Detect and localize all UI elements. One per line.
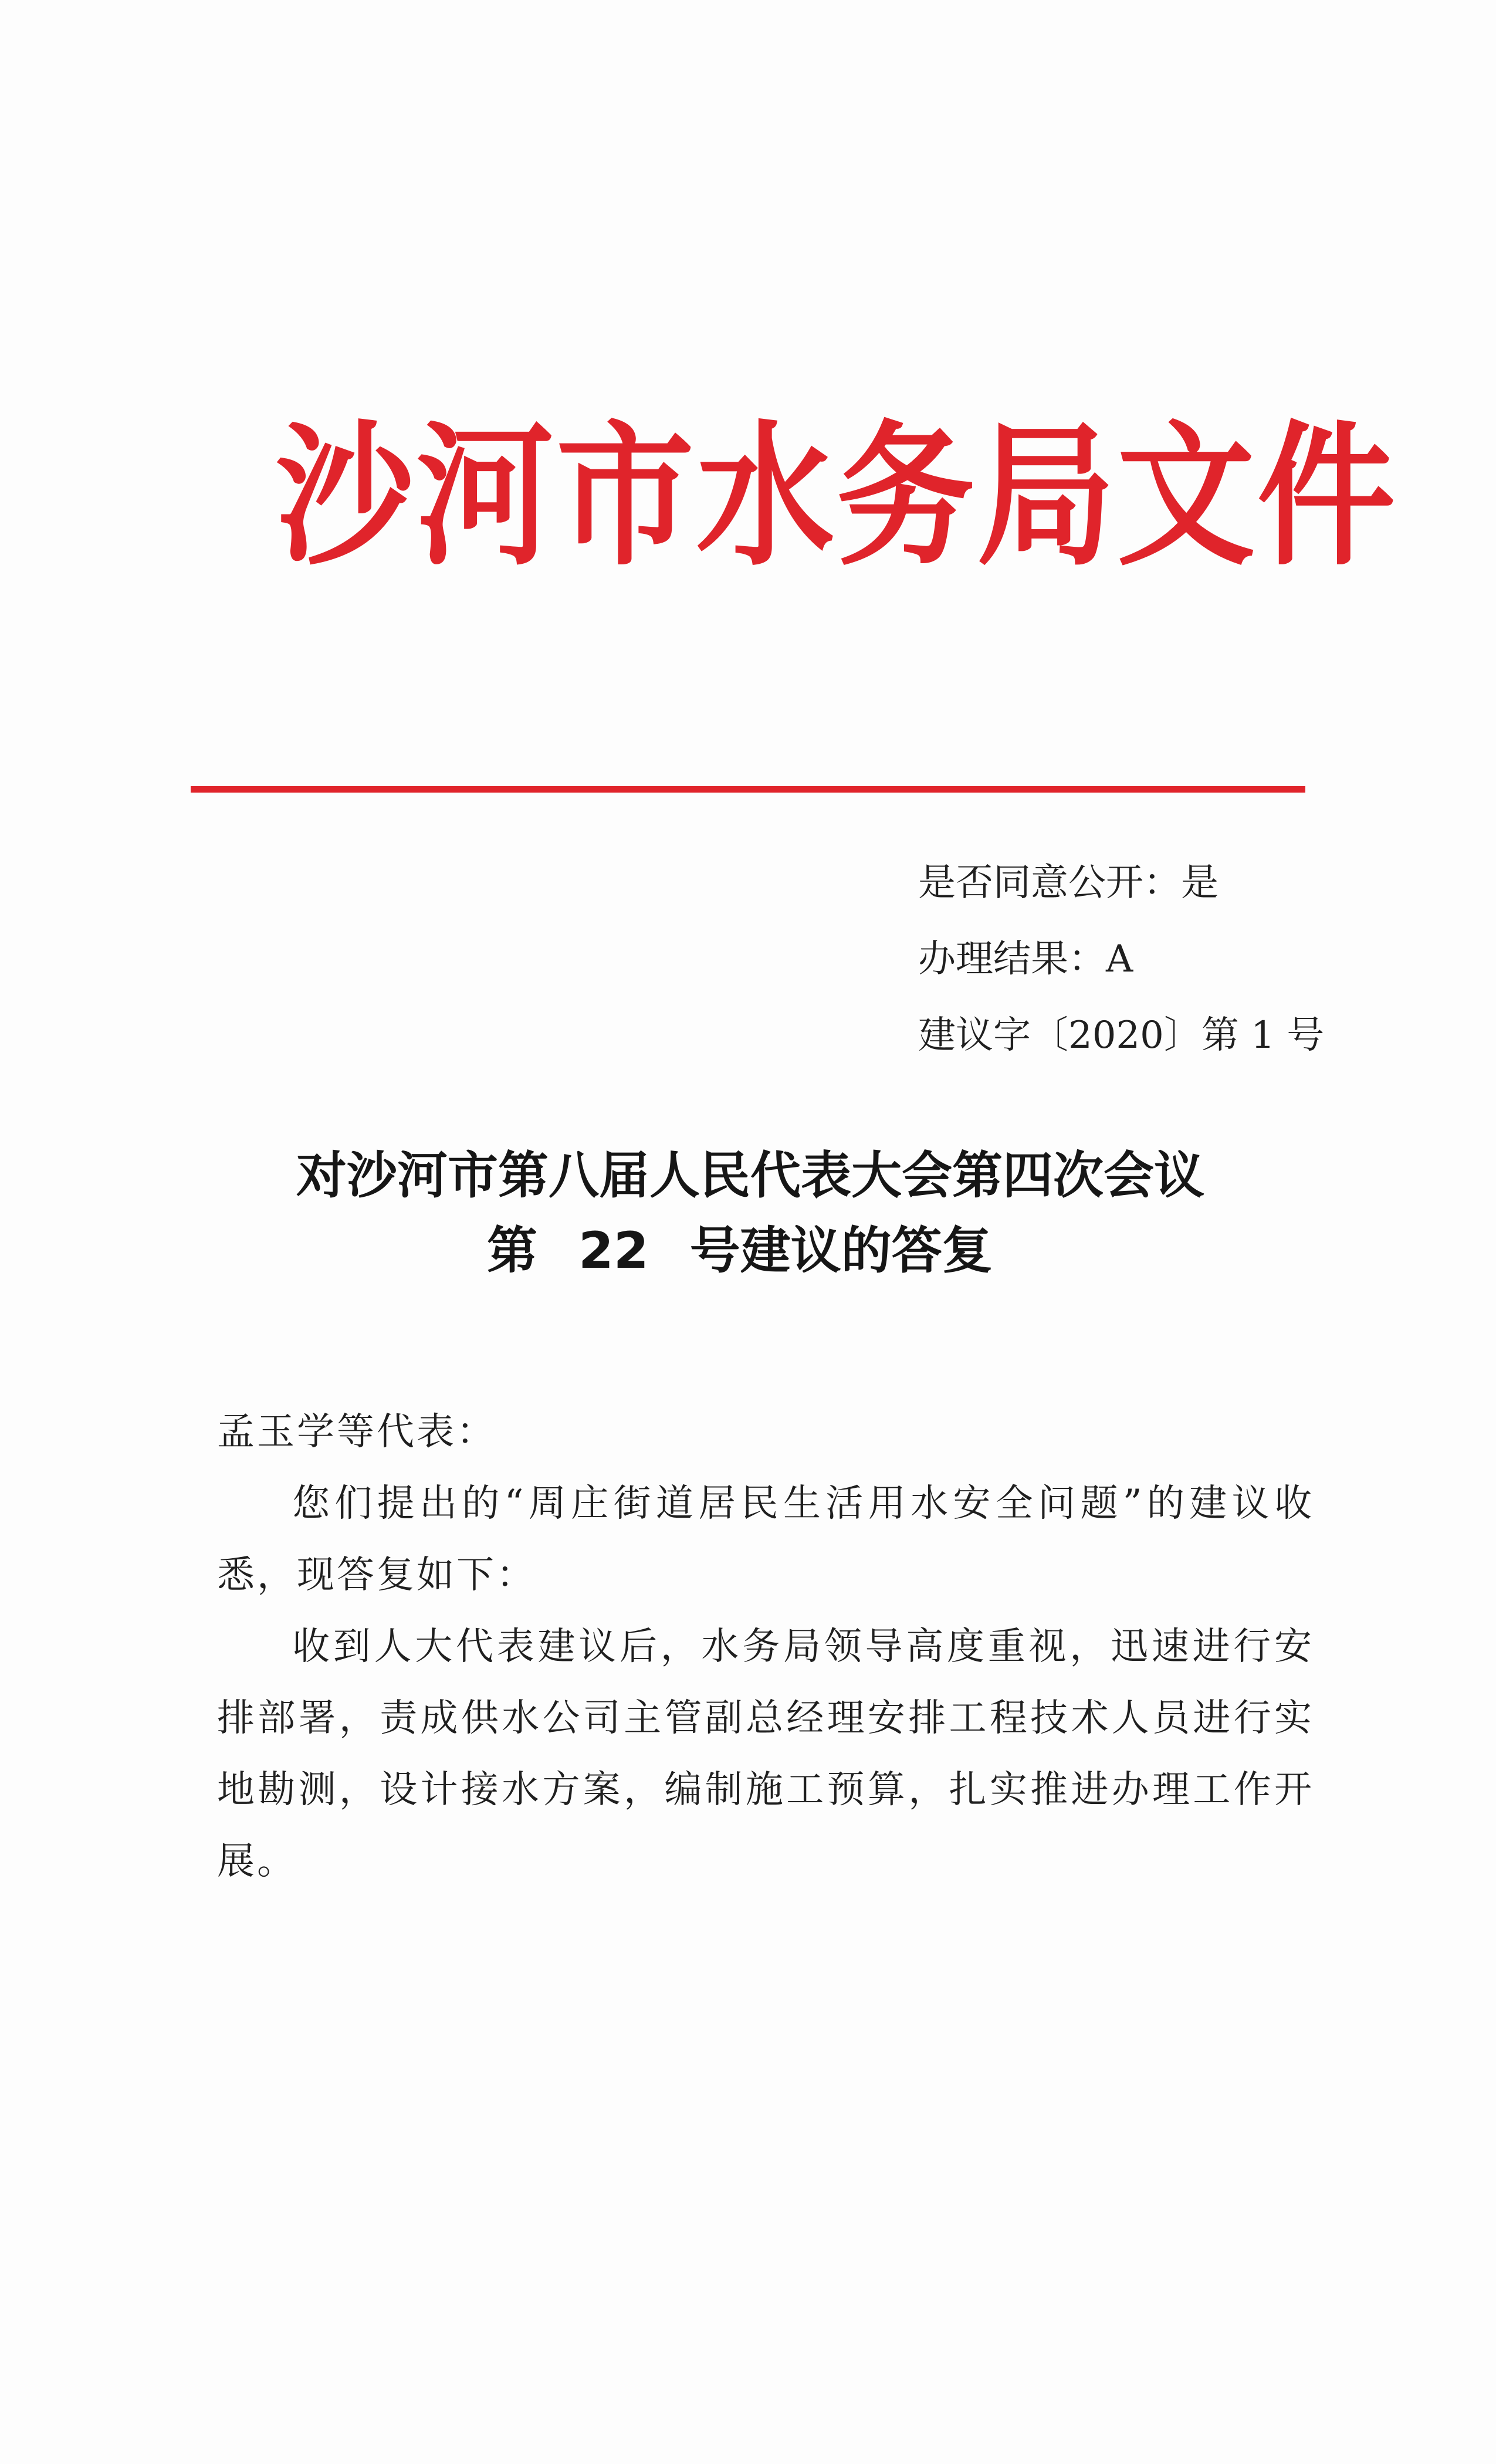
reply-title-suffix: 号建议的答复	[689, 1221, 993, 1280]
salutation: 孟玉学等代表：	[217, 1410, 496, 1454]
public-consent-line: 是否同意公开：是	[918, 861, 1219, 905]
document-header-title: 沙河市水务局文件	[276, 405, 1397, 587]
handling-result-line: 办理结果：A	[918, 937, 1133, 981]
reply-title-prefix: 第	[487, 1221, 537, 1280]
body-paragraph-1: 您们提出的“周庄街道居民生活用水安全问题”的建议收悉，现答复如下：	[217, 1482, 1314, 1597]
body-paragraph-2: 收到人大代表建议后，水务局领导高度重视，迅速进行安排部署，责成供水公司主管副总经理安排工程技术人员进行实地勘测，设计接水方案，编制施工预算，扎实推进办理工作开展。	[217, 1625, 1314, 1883]
suggestion-number: 22	[578, 1221, 649, 1280]
document-meta	[918, 845, 1364, 1074]
red-divider-line	[191, 786, 1305, 793]
document-body	[217, 1396, 1314, 1897]
reply-title-line-1: 对沙河市第八届人民代表大会第四次会议	[296, 1146, 1204, 1205]
reply-title-line-2	[487, 1213, 993, 1288]
document-number-line: 建议字〔2020〕第 1 号	[918, 1014, 1325, 1057]
